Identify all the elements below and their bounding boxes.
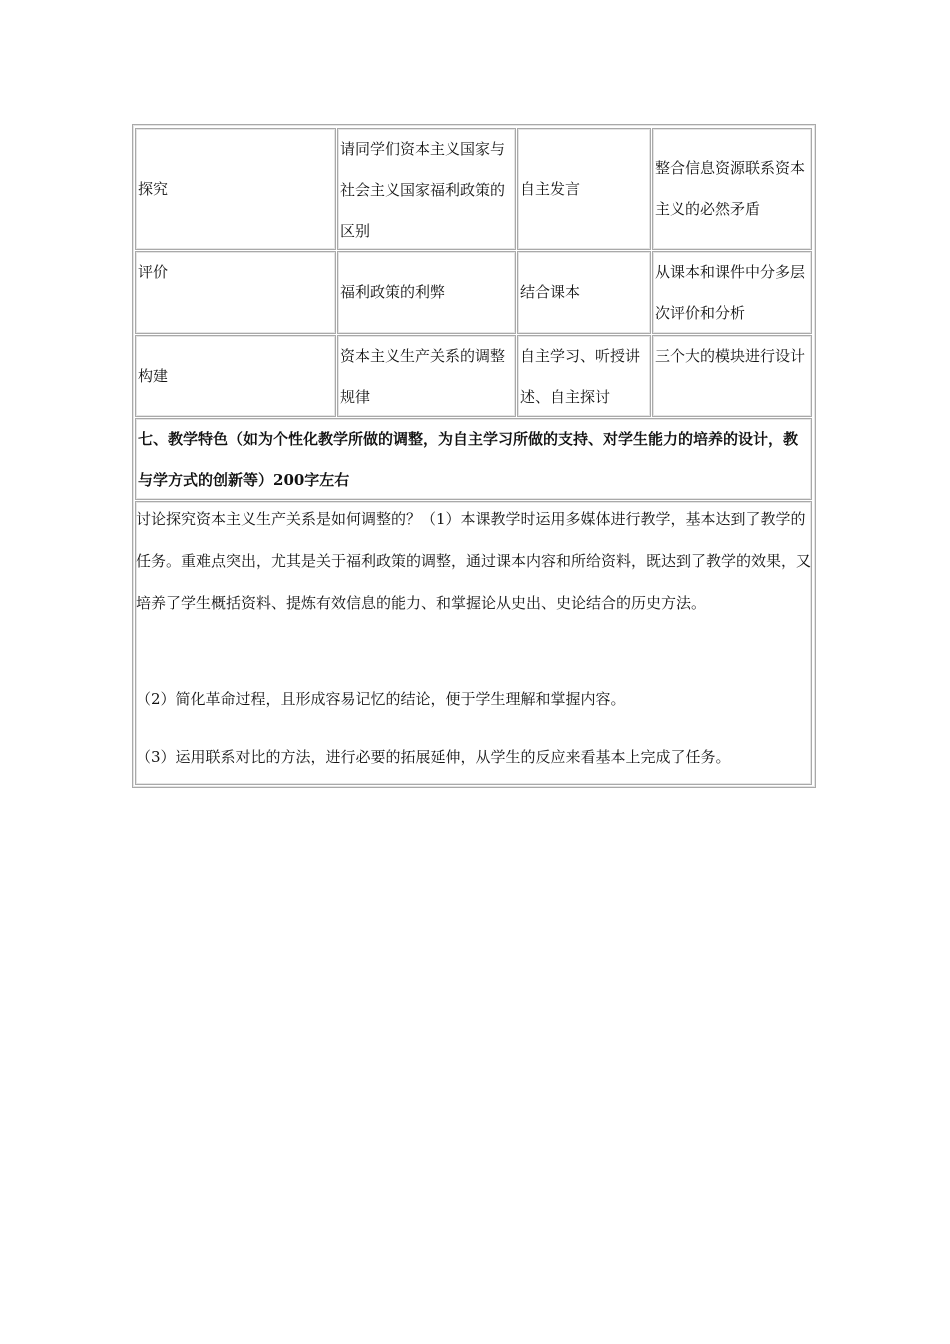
row-3-content (337, 335, 516, 417)
body-paragraph-1: 讨论探究资本主义生产关系是如何调整的？（1）本课教学时运用多媒体进行教学，基本达到了教学的任务。重难点突出，尤其是关于福利政策的调整，通过课本内容和所给资料，既达到了教学的效果，又培养了学生概括资料、提炼有效信息的能力、和掌握论从史出、史论结合的历史方法。 (136, 510, 812, 612)
body-paragraph-3: （3）运用联系对比的方法，进行必要的拓展延伸，从学生的反应来看基本上完成了任务。 (136, 748, 731, 766)
body-paragraph-2: （2）简化革命过程，且形成容易记忆的结论，便于学生理解和掌握内容。 (136, 690, 626, 708)
row-1-stage-text: 探究 (138, 179, 169, 198)
row-1-activity-text: 自主发言 (520, 179, 581, 198)
row-2-activity (517, 251, 651, 334)
row-3-stage-text: 构建 (138, 366, 169, 385)
row-1-intent-text: 整合信息资源联系资本主义的必然矛盾 (655, 159, 806, 218)
row-1-intent (652, 128, 812, 250)
row-3-intent-text: 三个大的模块进行设计 (655, 347, 806, 365)
row-2-intent (652, 251, 812, 334)
row-2-stage-text: 评价 (138, 263, 169, 281)
row-1-content (337, 128, 516, 250)
section-heading (135, 418, 812, 500)
row-3-intent (652, 335, 812, 417)
row-3-activity-text: 自主学习、听授讲述、自主探讨 (520, 347, 641, 406)
row-2-intent-text: 从课本和课件中分多层次评价和分析 (655, 263, 806, 322)
row-2-stage (135, 251, 336, 334)
row-3-content-text: 资本主义生产关系的调整规律 (340, 347, 506, 406)
row-3-stage (135, 335, 336, 417)
row-2-content-text: 福利政策的利弊 (340, 283, 446, 301)
row-3-activity (517, 335, 651, 417)
row-2-activity-text: 结合课本 (520, 283, 581, 301)
row-2-content (337, 251, 516, 334)
row-1-activity (517, 128, 651, 250)
section-heading-text: 七、教学特色（如为个性化教学所做的调整，为自主学习所做的支持、对学生能力的培养的设计，教与学方式的创新等）200字左右 (138, 430, 799, 489)
row-1-stage (135, 128, 336, 250)
row-1-content-text: 请同学们资本主义国家与社会主义国家福利政策的区别 (340, 140, 506, 240)
